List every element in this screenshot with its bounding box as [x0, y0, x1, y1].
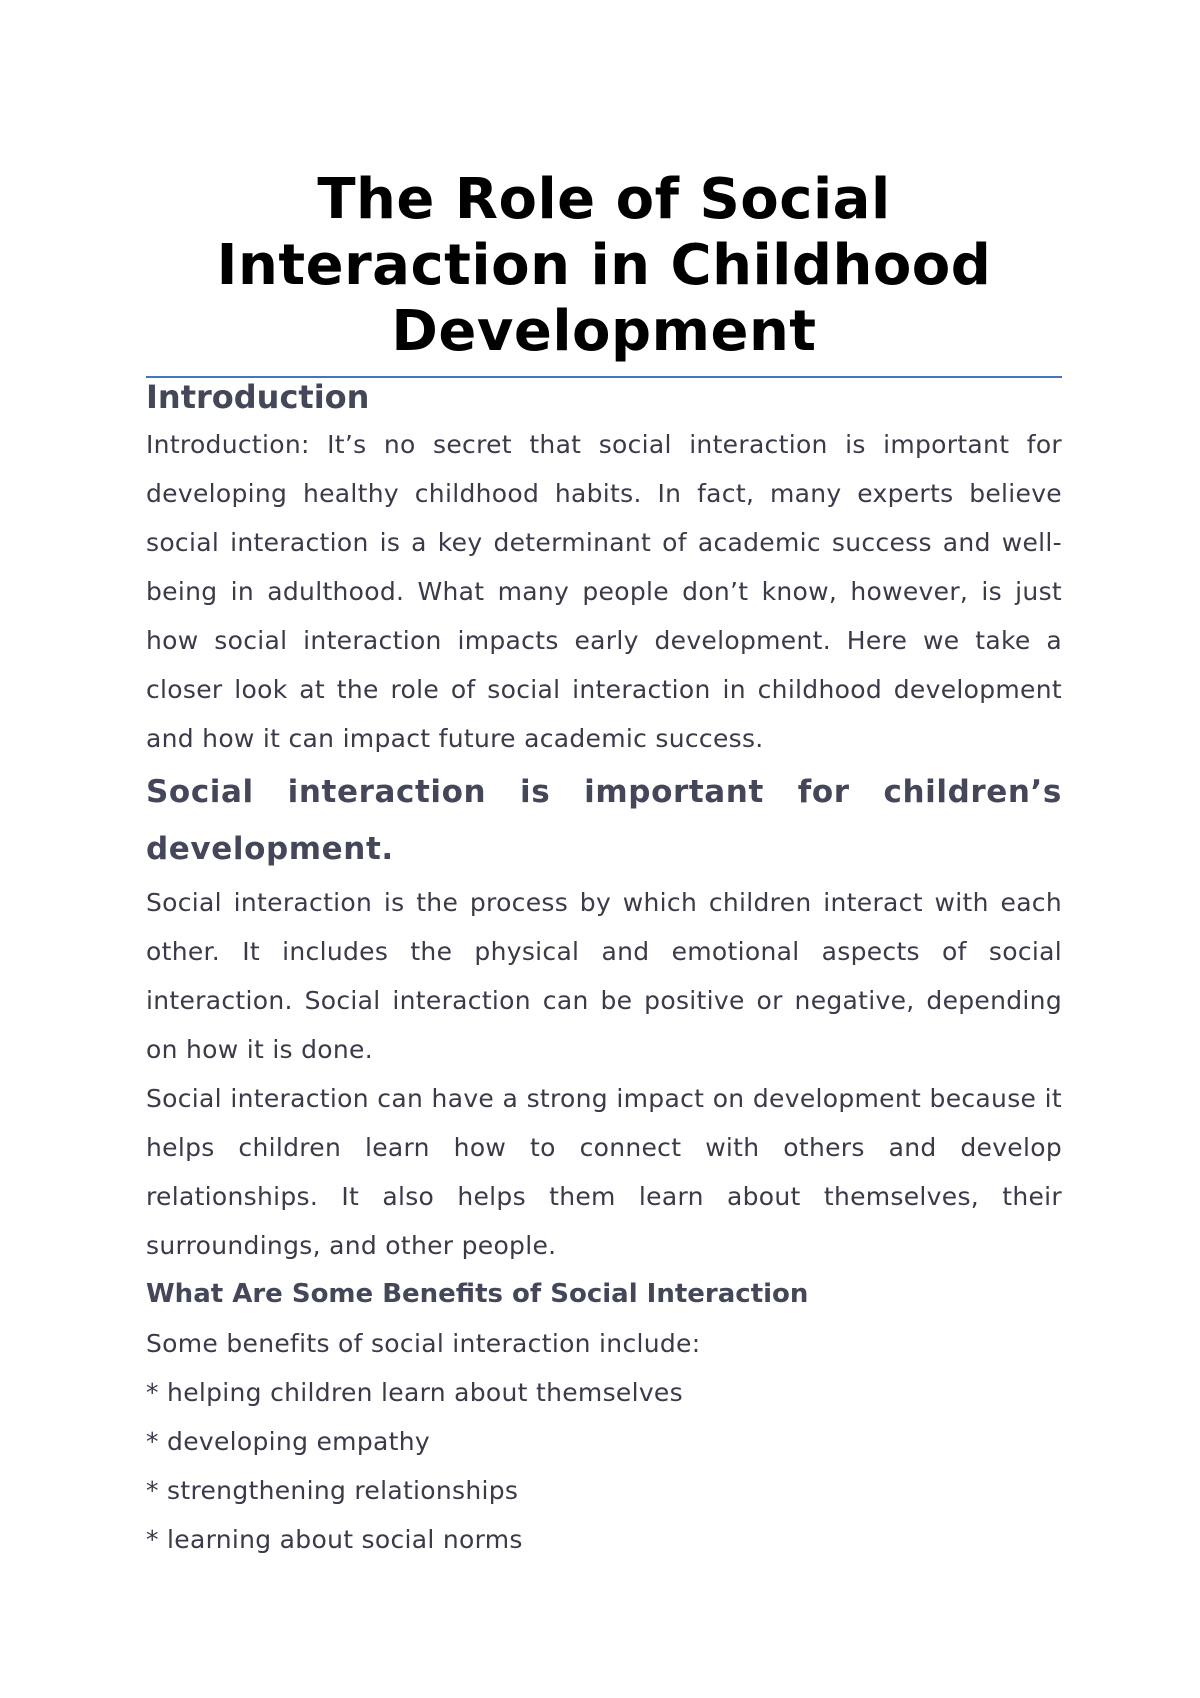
- importance-paragraph-1: Social interaction is the process by which children interact with each other. It includes the physical and emotional aspects of social interaction. Social interaction can be positive or negative, depending on how it is done.: [146, 888, 1062, 1064]
- benefits-list: [146, 1368, 1062, 1564]
- section-heading-importance: Social interaction is important for children’s development.: [146, 774, 1062, 867]
- section-heading-benefits: What Are Some Benefits of Social Interaction: [146, 1279, 809, 1309]
- introduction-paragraph: Introduction: It’s no secret that social interaction is important for developing healthy childhood habits. In fact, many experts believe social interaction is a key determinant of academic success and well-being in adulthood. What many people don’t know, however, is just how social interaction impacts early development. Here we take a closer look at the role of social interaction in childhood development and how it can impact future academic success.: [146, 430, 1062, 753]
- benefits-intro-paragraph: Some benefits of social interaction include:: [146, 1329, 701, 1358]
- document-body: [146, 374, 1062, 1564]
- list-item: * helping children learn about themselves: [146, 1378, 683, 1407]
- list-item: * developing empathy: [146, 1427, 430, 1456]
- list-item: * strengthening relationships: [146, 1476, 519, 1505]
- document-title: The Role of Social Interaction in Childhood Development: [216, 167, 992, 364]
- list-item: * learning about social norms: [146, 1525, 523, 1554]
- section-heading-introduction: Introduction: [146, 378, 370, 416]
- importance-paragraph-2: Social interaction can have a strong impact on development because it helps children learn how to connect with others and develop relationships. It also helps them learn about themselves, their surroundings, and other people.: [146, 1084, 1062, 1260]
